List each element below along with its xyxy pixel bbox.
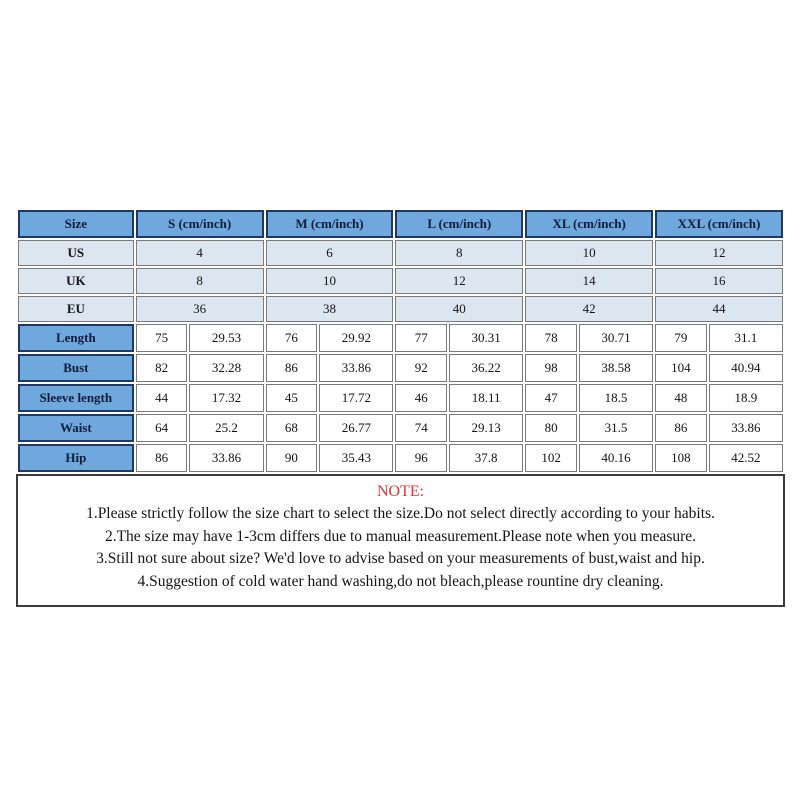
table-row — [18, 240, 783, 266]
inch-value-cell: 40.94 — [709, 354, 783, 382]
size-value-cell: 38 — [266, 296, 394, 322]
note-title: NOTE: — [376, 483, 425, 500]
note-box — [16, 474, 785, 607]
inch-value-cell: 18.9 — [709, 384, 783, 412]
cm-value-cell: 48 — [655, 384, 707, 412]
header-size-column: S (cm/inch) — [136, 210, 264, 238]
cm-value-cell: 79 — [655, 324, 707, 352]
row-label: Length — [18, 324, 134, 352]
inch-value-cell: 33.86 — [709, 414, 783, 442]
table-row — [18, 268, 783, 294]
inch-value-cell: 31.1 — [709, 324, 783, 352]
note-line: 2.The size may have 1-3cm differs due to manual measurement.Please note when you measure. — [104, 527, 697, 545]
cm-value-cell: 68 — [266, 414, 318, 442]
header-size-column: XL (cm/inch) — [525, 210, 653, 238]
inch-value-cell: 36.22 — [449, 354, 523, 382]
inch-value-cell: 33.86 — [319, 354, 393, 382]
note-line: 3.Still not sure about size? We'd love to advise based on your measurements of bust,waist and hip. — [96, 550, 705, 567]
table-header-row — [18, 210, 783, 238]
note-lines — [28, 503, 773, 593]
row-label: Waist — [18, 414, 134, 442]
size-value-cell: 42 — [525, 296, 653, 322]
inch-value-cell: 25.2 — [189, 414, 263, 442]
table-row — [18, 296, 783, 322]
cm-value-cell: 77 — [395, 324, 447, 352]
inch-value-cell: 38.58 — [579, 354, 653, 382]
row-label: EU — [18, 296, 134, 322]
size-value-cell: 8 — [136, 268, 264, 294]
header-size-cell: Size — [18, 210, 134, 238]
inch-value-cell: 32.28 — [189, 354, 263, 382]
inch-value-cell: 29.53 — [189, 324, 263, 352]
inch-value-cell: 29.13 — [449, 414, 523, 442]
cm-value-cell: 82 — [136, 354, 188, 382]
cm-value-cell: 76 — [266, 324, 318, 352]
cm-value-cell: 80 — [525, 414, 577, 442]
size-value-cell: 10 — [266, 268, 394, 294]
size-value-cell: 36 — [136, 296, 264, 322]
cm-value-cell: 44 — [136, 384, 188, 412]
header-size-column: M (cm/inch) — [266, 210, 394, 238]
header-size-column: L (cm/inch) — [395, 210, 523, 238]
size-value-cell: 12 — [395, 268, 523, 294]
cm-value-cell: 102 — [525, 444, 577, 472]
table-row — [18, 414, 783, 442]
inch-value-cell: 42.52 — [709, 444, 783, 472]
inch-value-cell: 26.77 — [319, 414, 393, 442]
size-value-cell: 40 — [395, 296, 523, 322]
row-label: Hip — [18, 444, 134, 472]
cm-value-cell: 47 — [525, 384, 577, 412]
inch-value-cell: 31.5 — [579, 414, 653, 442]
note-line: 1.Please strictly follow the size chart to select the size.Do not select directly according to your habits. — [86, 505, 715, 522]
inch-value-cell: 35.43 — [319, 444, 393, 472]
size-value-cell: 44 — [655, 296, 783, 322]
header-size-column: XXL (cm/inch) — [655, 210, 783, 238]
cm-value-cell: 64 — [136, 414, 188, 442]
inch-value-cell: 30.31 — [449, 324, 523, 352]
size-value-cell: 8 — [395, 240, 523, 266]
row-label: UK — [18, 268, 134, 294]
cm-value-cell: 45 — [266, 384, 318, 412]
size-value-cell: 14 — [525, 268, 653, 294]
size-value-cell: 4 — [136, 240, 264, 266]
cm-value-cell: 86 — [655, 414, 707, 442]
table-row — [18, 324, 783, 352]
size-chart-table — [16, 208, 785, 474]
inch-value-cell: 30.71 — [579, 324, 653, 352]
row-label: Sleeve length — [18, 384, 134, 412]
cm-value-cell: 108 — [655, 444, 707, 472]
row-label: Bust — [18, 354, 134, 382]
table-row — [18, 354, 783, 382]
inch-value-cell: 17.72 — [319, 384, 393, 412]
size-value-cell: 6 — [266, 240, 394, 266]
size-chart-graphic — [16, 208, 785, 607]
cm-value-cell: 86 — [266, 354, 318, 382]
size-value-cell: 16 — [655, 268, 783, 294]
cm-value-cell: 92 — [395, 354, 447, 382]
inch-value-cell: 33.86 — [189, 444, 263, 472]
inch-value-cell: 17.32 — [189, 384, 263, 412]
inch-value-cell: 40.16 — [579, 444, 653, 472]
cm-value-cell: 90 — [266, 444, 318, 472]
inch-value-cell: 37.8 — [449, 444, 523, 472]
table-row — [18, 444, 783, 472]
cm-value-cell: 86 — [136, 444, 188, 472]
cm-value-cell: 96 — [395, 444, 447, 472]
inch-value-cell: 18.5 — [579, 384, 653, 412]
cm-value-cell: 104 — [655, 354, 707, 382]
cm-value-cell: 46 — [395, 384, 447, 412]
row-label: US — [18, 240, 134, 266]
inch-value-cell: 18.11 — [449, 384, 523, 412]
cm-value-cell: 75 — [136, 324, 188, 352]
size-value-cell: 12 — [655, 240, 783, 266]
table-row — [18, 384, 783, 412]
cm-value-cell: 98 — [525, 354, 577, 382]
cm-value-cell: 78 — [525, 324, 577, 352]
size-value-cell: 10 — [525, 240, 653, 266]
inch-value-cell: 29.92 — [319, 324, 393, 352]
note-line: 4.Suggestion of cold water hand washing,do not bleach,please rountine dry cleaning. — [137, 572, 664, 590]
cm-value-cell: 74 — [395, 414, 447, 442]
